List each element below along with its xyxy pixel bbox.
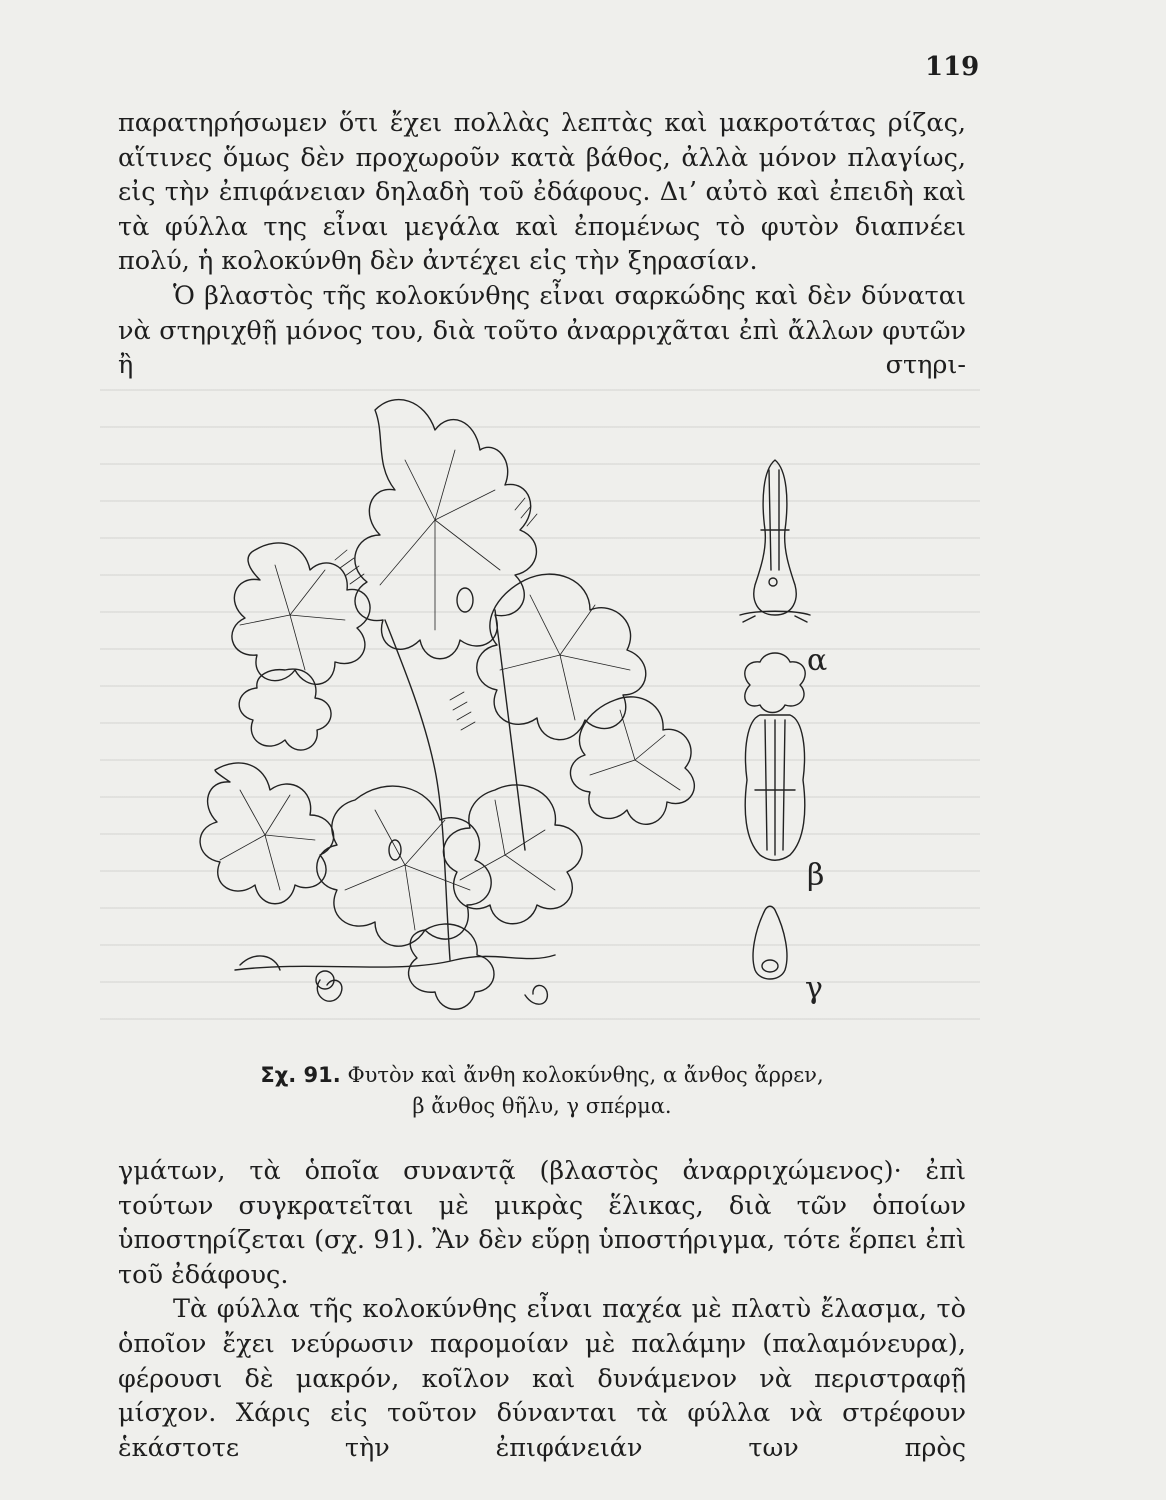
page-number: 119: [925, 52, 980, 82]
figure-label-b: β: [807, 858, 825, 893]
figure-caption-line-1: [118, 1063, 966, 1087]
figure-label-a: α: [807, 643, 828, 678]
paragraph: Ὁ βλαστὸς τῆς κολοκύνθης εἶναι σαρκώδης καὶ δὲν δύναται νὰ στηριχθῇ μόνος του, διὰ τοῦτο ἀναρριχᾶται ἐπὶ ἄλλων φυτῶν ἢ στηρι-: [118, 280, 966, 381]
pumpkin-plant-illustration: [195, 370, 895, 1020]
text-block-bottom: [118, 1154, 966, 1465]
paragraph: παρατηρήσωμεν ὅτι ἔχει πολλὰς λεπτὰς καὶ μακροτάτας ρίζας, αἵτινες ὅμως δὲν προχωροῦν κατὰ βάθος, ἀλλὰ μόνον πλαγίως, εἰς τὴν ἐπιφάνειαν δηλαδὴ τοῦ ἐδάφους. Διʼ αὐτὸ καὶ ἐπειδὴ καὶ τὰ φύλλα της εἶναι μεγάλα καὶ ἐπομένως τὸ φυτὸν διαπνέει πολύ, ἡ κολοκύνθη δὲν ἀντέχει εἰς τὴν ξηρασίαν.: [118, 108, 966, 277]
figure-label-g: γ: [805, 971, 823, 1006]
male-flower-alpha: [740, 460, 810, 622]
seed-gamma: [753, 906, 787, 979]
stem-and-tendrils: [235, 588, 555, 1004]
leaf-veins: [220, 450, 680, 930]
figure-caption-line-2: [118, 1094, 966, 1118]
caption-text-1: Φυτὸν καὶ ἄνθη κολοκύνθης, α ἄνθος ἄρρεν,: [347, 1063, 824, 1087]
paragraph: Τὰ φύλλα τῆς κολοκύνθης εἶναι παχέα μὲ πλατὺ ἔλασμα, τὸ ὁποῖον ἔχει νεύρωσιν παρομοίαν μὲ παλάμην (παλαμόνευρα), φέρουσι δὲ μακρόν, κοῖλον καὶ δυνάμενον νὰ περιστραφῇ μίσχον. Χάρις εἰς τοῦτον δύνανται τὰ φύλλα νὰ στρέφουν ἑκάστοτε τὴν ἐπιφάνειάν των πρὸς: [118, 1294, 966, 1463]
figure-number: Σχ. 91.: [260, 1063, 341, 1087]
caption-text-2: β ἄνθος θῆλυ, γ σπέρμα.: [412, 1094, 672, 1118]
paragraph: γμάτων, τὰ ὁποῖα συναντᾷ (βλαστὸς ἀναρριχώμενος)· ἐπὶ τούτων συγκρατεῖται μὲ μικρὰς ἕλικας, διὰ τῶν ὁποίων ὑποστηρίζεται (σχ. 91). Ἂν δὲν εὕρῃ ὑποστήριγμα, τότε ἕρπει ἐπὶ τοῦ ἐδάφους.: [118, 1156, 966, 1290]
female-flower-beta: [745, 653, 805, 860]
text-block-top: [118, 106, 966, 383]
